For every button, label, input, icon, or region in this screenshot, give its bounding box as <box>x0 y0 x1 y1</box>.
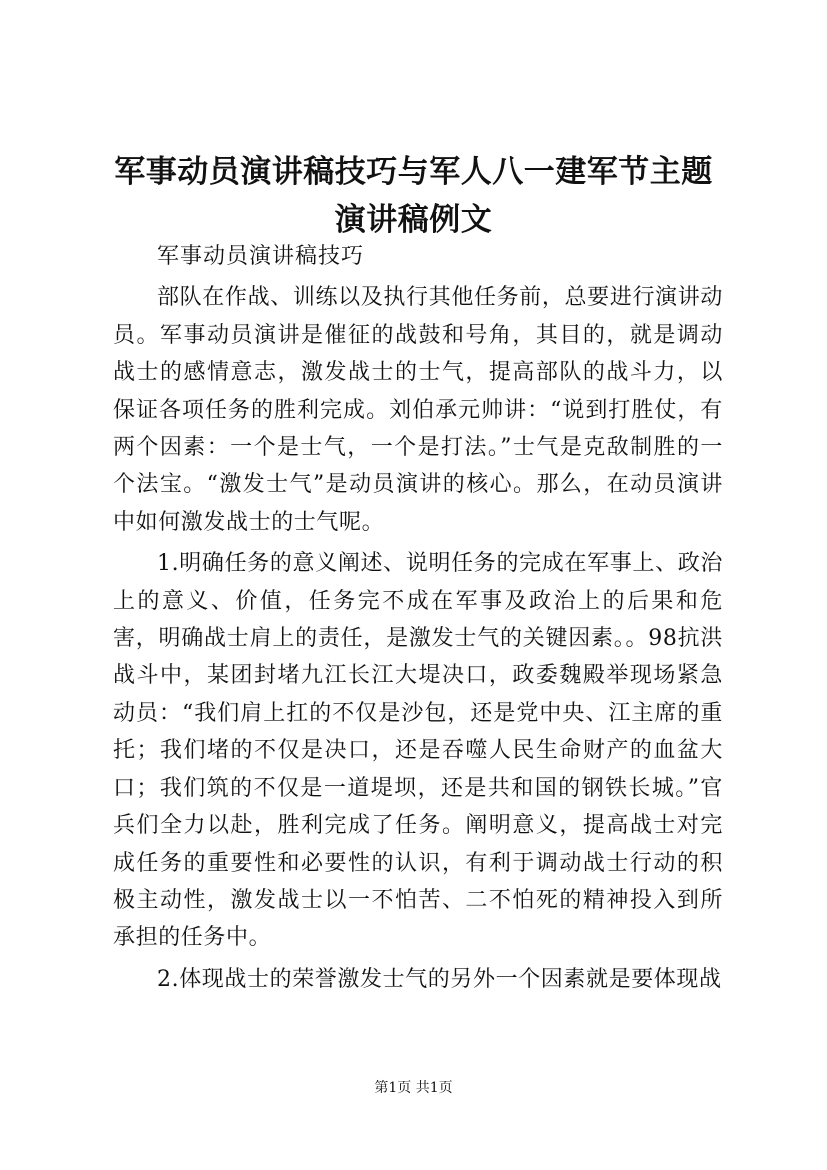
document-body <box>113 238 723 998</box>
paragraph-point-1: 1.明确任务的意义阐述、说明任务的完成在军事上、政治上的意义、价值，任务完不成在军事及政治上的后果和危害，明确战士肩上的责任，是激发士气的关键因素。。98抗洪战斗中，某团封堵九江长江大堤决口，政委魏殿举现场紧急动员：“我们肩上扛的不仅是沙包，还是党中央、江主席的重托；我们堵的不仅是决口，还是吞噬人民生命财产的血盆大口；我们筑的不仅是一道堤坝，还是共和国的钢铁长城。”官兵们全力以赴，胜利完成了任务。阐明意义，提高战士对完成任务的重要性和必要性的认识，有利于调动战士行动的积极主动性，激发战士以一不怕苦、二不怕死的精神投入到所承担的任务中。 <box>113 551 723 951</box>
section-heading: 军事动员演讲稿技巧 <box>157 244 365 269</box>
document-title: 军事动员演讲稿技巧与军人八一建军节主题演讲稿例文 <box>114 154 713 238</box>
page-footer: 第1页 共1页 <box>374 1080 453 1096</box>
paragraph-intro: 部队在作战、训练以及执行其他任务前，总要进行演讲动员。军事动员演讲是催征的战鼓和号角，其目的，就是调动战士的感情意志，激发战士的士气，提高部队的战斗力，以保证各项任务的胜利完成。刘伯承元帅讲：“说到打胜仗，有两个因素：一个是士气，一个是打法。”士气是克敌制胜的一个法宝。“激发士气”是动员演讲的核心。那么，在动员演讲中如何激发战士的士气呢。 <box>113 285 723 535</box>
paragraph-point-2: 2.体现战士的荣誉激发士气的另外一个因素就是要体现战 <box>157 966 722 992</box>
